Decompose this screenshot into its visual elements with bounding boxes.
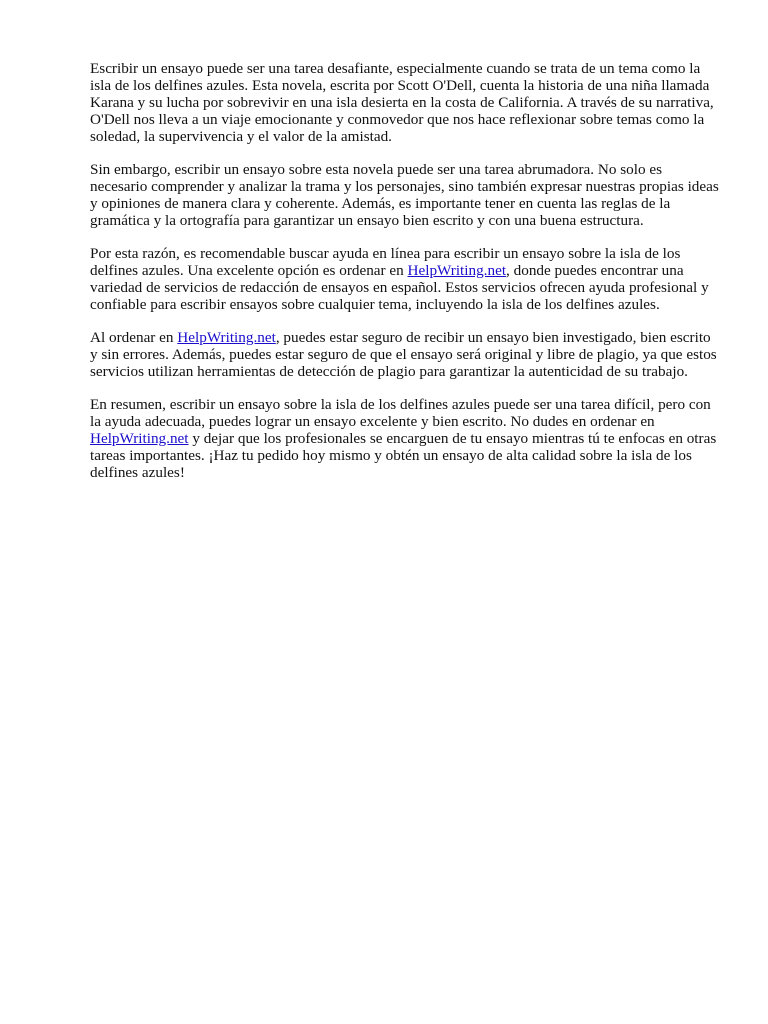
helpwriting-link[interactable]: HelpWriting.net xyxy=(407,262,507,279)
helpwriting-link[interactable]: HelpWriting.net xyxy=(90,430,189,447)
helpwriting-link[interactable]: HelpWriting.net xyxy=(177,329,276,346)
paragraph-text: , puedes estar seguro de recibir un ensayo bien investigado, bien escrito y sin errores. Además, puedes estar seguro de que el ensayo será original y libre de plagio, ya que estos servicios utilizan herramientas de detección de plagio para garantizar la autenticidad de su trabajo. xyxy=(90,329,717,380)
paragraph-recommendation xyxy=(90,245,722,313)
paragraph-text: En resumen, escribir un ensayo sobre la isla de los delfines azules puede ser una tarea difícil, pero con la ayuda adecuada, puedes lograr un ensayo excelente y bien escrito. No dudes en ordenar en xyxy=(90,396,711,430)
paragraph-challenge xyxy=(90,161,722,229)
paragraph-text: Al ordenar en xyxy=(90,329,178,346)
paragraph-text: Sin embargo, escribir un ensayo sobre esta novela puede ser una tarea abrumadora. No solo es necesario comprender y analizar la trama y los personajes, sino también expresar nuestras propias ideas y opiniones de manera clara y coherente. Además, es importante tener en cuenta las reglas de la gramática y la ortografía para garantizar un ensayo bien escrito y con una buena estructura. xyxy=(90,161,719,229)
paragraph-benefits xyxy=(90,329,722,380)
paragraph-text: Por esta razón, es recomendable buscar ayuda en línea para escribir un ensayo sobre la isla de los delfines azules. Una excelente opción es ordenar en xyxy=(90,245,681,279)
paragraph-text: , donde puedes encontrar una variedad de servicios de redacción de ensayos en español. Estos servicios ofrecen ayuda profesional y confiable para escribir ensayos sobre cualquier tema, incluyendo la isla de los delfines azules. xyxy=(90,262,709,313)
document-body xyxy=(90,60,722,497)
paragraph-text: y dejar que los profesionales se encarguen de tu ensayo mientras tú te enfocas en otras tareas importantes. ¡Haz tu pedido hoy mismo y obtén un ensayo de alta calidad sobre la isla de los delfines azules! xyxy=(90,430,717,481)
paragraph-text: Escribir un ensayo puede ser una tarea desafiante, especialmente cuando se trata de un tema como la isla de los delfines azules. Esta novela, escrita por Scott O'Dell, cuenta la historia de una niña llamada Karana y su lucha por sobrevivir en una isla desierta en la costa de California. A través de su narrativa, O'Dell nos lleva a un viaje emocionante y conmovedor que nos hace reflexionar sobre temas como la soledad, la supervivencia y el valor de la amistad. xyxy=(90,60,714,145)
paragraph-intro xyxy=(90,60,722,145)
paragraph-conclusion xyxy=(90,396,722,481)
